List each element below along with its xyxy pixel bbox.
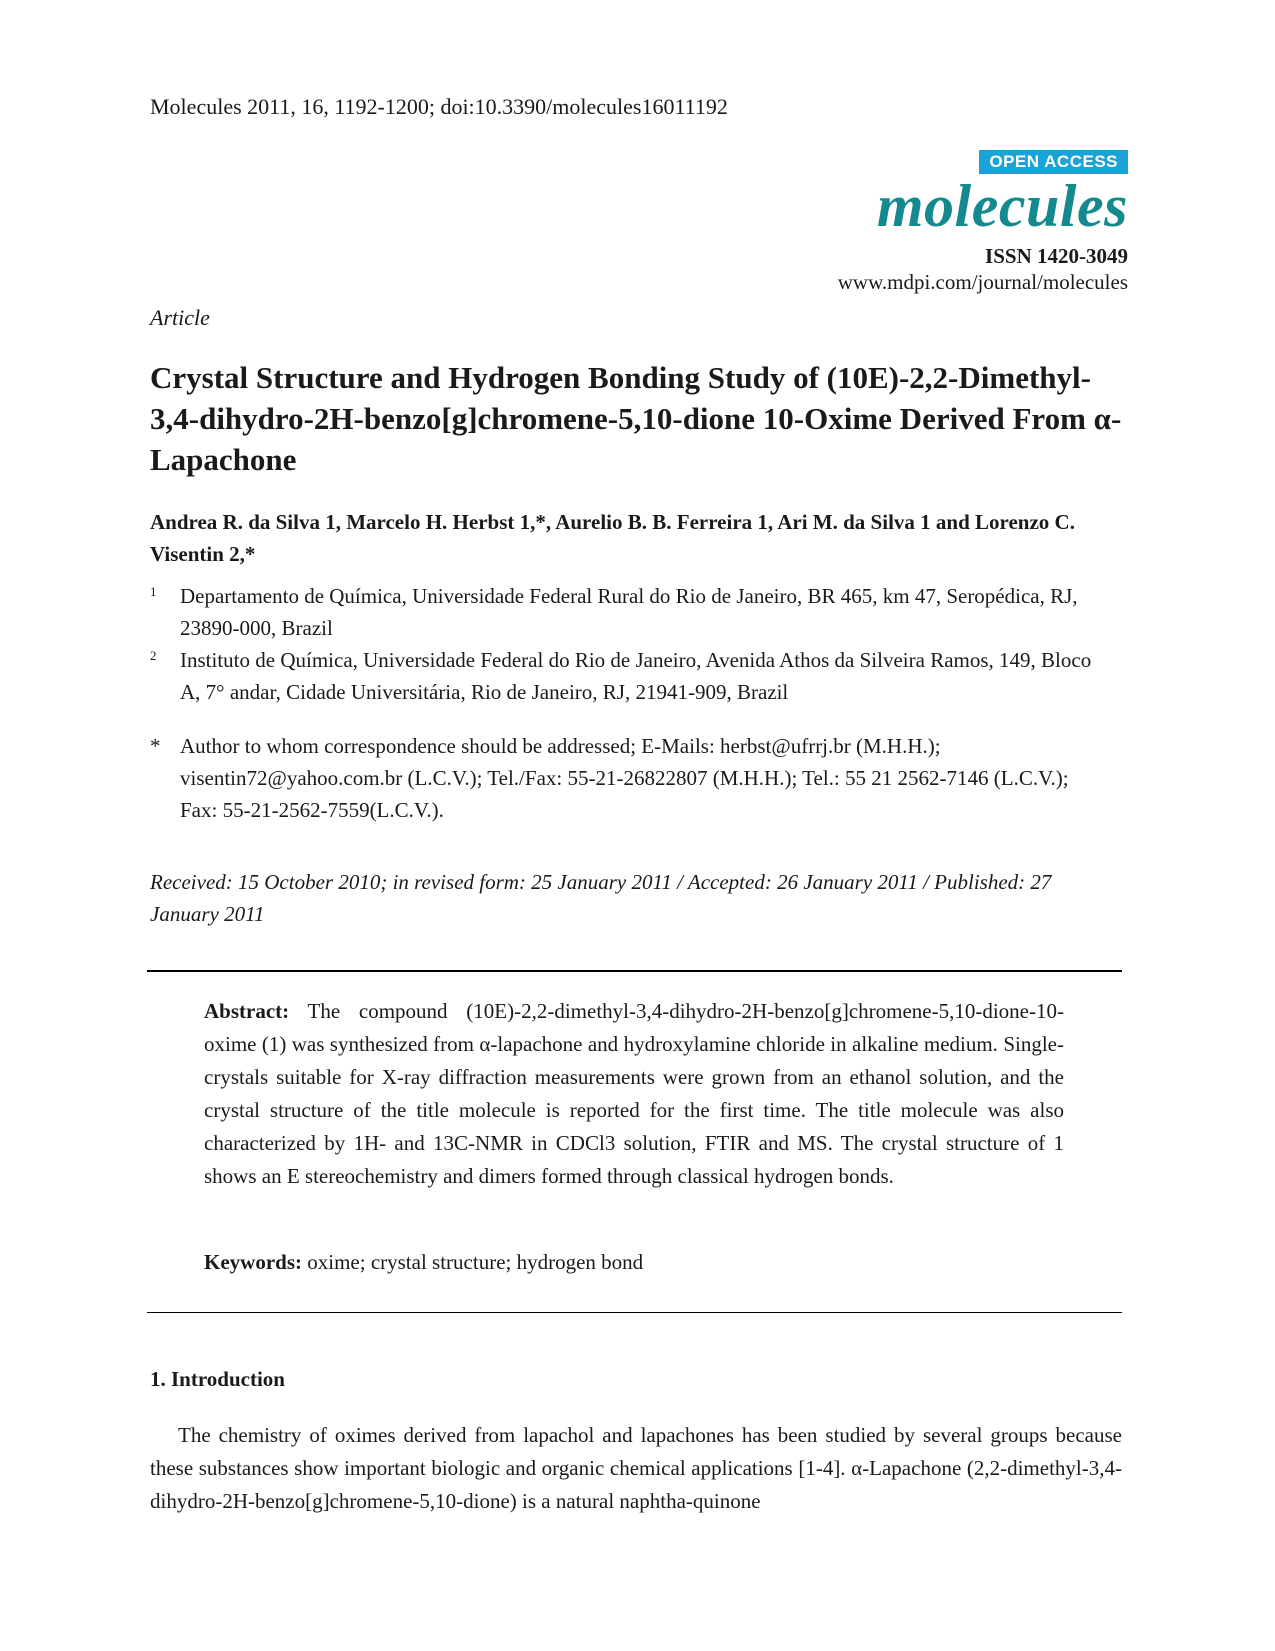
correspondence-marker: * (150, 734, 161, 758)
issn: ISSN 1420-3049 (985, 244, 1128, 268)
abstract-label: Abstract: (204, 999, 290, 1023)
journal-logo: molecules (876, 173, 1128, 239)
divider (147, 970, 1122, 972)
affiliation-2 (150, 644, 1110, 708)
open-access-badge: OPEN ACCESS (979, 150, 1128, 174)
author-list: Andrea R. da Silva 1, Marcelo H. Herbst 1,*, Aurelio B. B. Ferreira 1, Ari M. da Silva 1 and Lorenzo C. Visentin 2,* (150, 510, 1075, 566)
keywords (204, 1250, 643, 1275)
keywords-text: oxime; crystal structure; hydrogen bond (307, 1250, 644, 1274)
affiliation-number: 1 (150, 584, 157, 599)
paper-title: Crystal Structure and Hydrogen Bonding Study of (10E)-2,2-Dimethyl-3,4-dihydro-2H-benzo[g]chromene-5,10-dione 10-Oxime Derived From α-Lapachone (150, 360, 1122, 477)
abstract (204, 995, 1064, 1193)
divider (147, 1312, 1122, 1313)
journal-url[interactable]: www.mdpi.com/journal/molecules (837, 270, 1128, 294)
abstract-text: The compound (10E)-2,2-dimethyl-3,4-dihydro-2H-benzo[g]chromene-5,10-dione-10-oxime (1) was synthesized from α-lapachone and hydroxylamine chloride in alkaline medium. Single-crystals suitable for X-ray diffraction measurements were grown from an ethanol solution, and the crystal structure of the title molecule is reported for the first time. The title molecule was also characterized by 1H- and 13C-NMR in CDCl3 solution, FTIR and MS. The crystal structure of 1 shows an E stereochemistry and dimers formed through classical hydrogen bonds. (204, 999, 1064, 1188)
citation-line: Molecules 2011, 16, 1192-1200; doi:10.3390/molecules16011192 (150, 94, 728, 119)
keywords-label: Keywords: (204, 1250, 302, 1274)
affiliation-text: Departamento de Química, Universidade Federal Rural do Rio de Janeiro, BR 465, km 47, Seropédica, RJ, 23890-000, Brazil (180, 584, 1078, 640)
correspondence-text: Author to whom correspondence should be addressed; E-Mails: herbst@ufrrj.br (M.H.H.); visentin72@yahoo.com.br (L.C.V.); Tel./Fax: 55-21-26822807 (M.H.H.); Tel.: 55 21 2562-7146 (L.C.V.); Fax: 55-21-2562-7559(L.C.V.). (180, 734, 1069, 822)
section-heading: 1. Introduction (150, 1367, 285, 1391)
affiliation-number: 2 (150, 648, 157, 663)
affiliation-1 (150, 580, 1110, 644)
publication-dates: Received: 15 October 2010; in revised form: 25 January 2011 / Accepted: 26 January 2011 / Published: 27 January 2011 (150, 870, 1052, 926)
affiliation-text: Instituto de Química, Universidade Federal do Rio de Janeiro, Avenida Athos da Silveira Ramos, 149, Bloco A, 7° andar, Cidade Universitária, Rio de Janeiro, RJ, 21941-909, Brazil (180, 648, 1092, 704)
introduction-paragraph: The chemistry of oximes derived from lapachol and lapachones has been studied by several groups because these substances show important biologic and organic chemical applications [1-4]. α-Lapachone (2,2-dimethyl-3,4-dihydro-2H-benzo[g]chromene-5,10-dione) is a natural naphtha-quinone (150, 1423, 1122, 1513)
correspondence-note (150, 730, 1110, 826)
article-type: Article (150, 305, 210, 330)
